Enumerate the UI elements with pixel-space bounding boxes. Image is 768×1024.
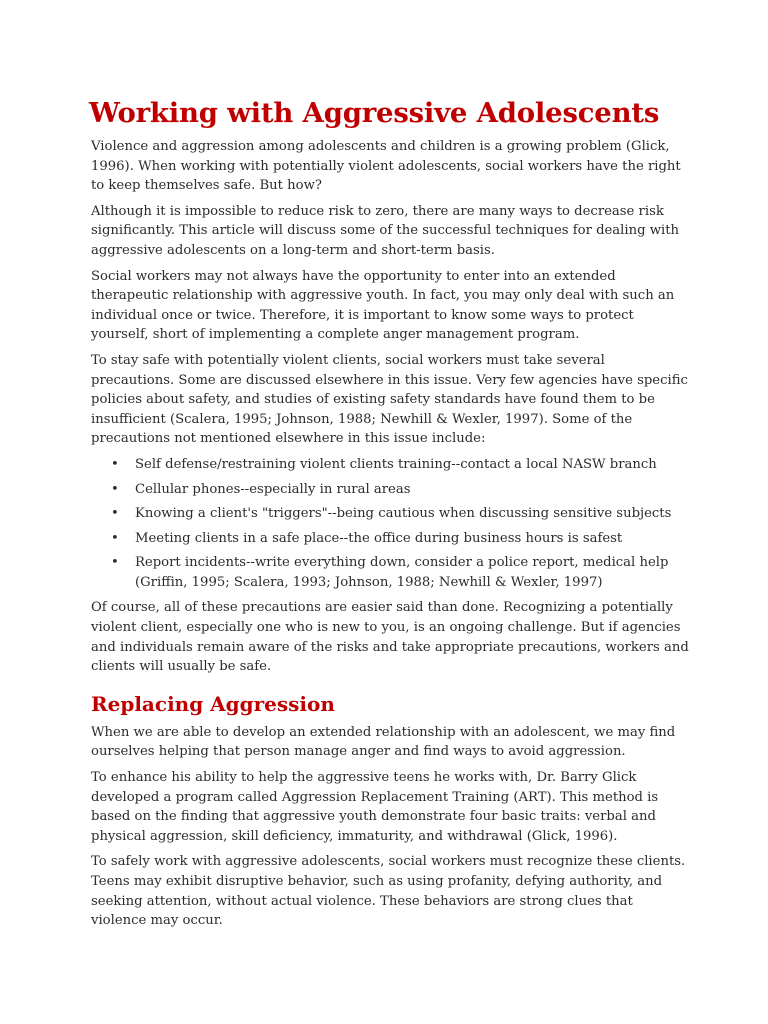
section-paragraph-1: When we are able to develop an extended relationship with an adolescent, we may find ourselves helping that person manage anger and find ways to avoid aggression. (91, 724, 676, 760)
list-item-text: Self defense/restraining violent clients training--contact a local NASW branch (135, 456, 657, 472)
list-item (111, 455, 691, 475)
list-item (111, 553, 691, 592)
precautions-list (91, 455, 691, 593)
intro-paragraph-3: Social workers may not always have the opportunity to enter into an extended therapeutic relationship with aggressive youth. In fact, you may only deal with such an individual once or twice. Therefore, it is important to know some ways to protect yourself, short of implementing a complete anger management program. (91, 268, 675, 343)
closing-paragraph: Of course, all of these precautions are easier said than done. Recognizing a potentially violent client, especially one who is new to you, is an ongoing challenge. But if agencies and individuals remain aware of the risks and take appropriate precautions, workers and clients will usually be safe. (91, 600, 689, 675)
intro-paragraph-1: Violence and aggression among adolescents and children is a growing problem (Glick, 1996). When working with potentially violent adolescents, social workers have the right to keep themselves safe. But how? (91, 139, 681, 194)
bullet-marker: • (111, 506, 119, 522)
section-heading: Replacing Aggression (91, 691, 335, 716)
article-title: Working with Aggressive Adolescents (89, 97, 660, 129)
section-paragraph-2: To enhance his ability to help the aggressive teens he works with, Dr. Barry Glick developed a program called Aggression Replacement Training (ART). This method is based on the finding that aggressive youth demonstrate four basic traits: verbal and physical aggression, skill deficiency, immaturity, and withdrawal (Glick, 1996). (91, 770, 659, 844)
list-item-text: Report incidents--write everything down, consider a police report, medical help (Griffin, 1995; Scalera, 1993; Johnson, 1988; Newhill & Wexler, 1997) (135, 555, 669, 590)
section-paragraph-3: To safely work with aggressive adolescents, social workers must recognize these clients. Teens may exhibit disruptive behavior, such as using profanity, defying authority, and seeking attention, without actual violence. These behaviors are strong clues that violence may occur. (91, 854, 686, 929)
list-item-text: Meeting clients in a safe place--the office during business hours is safest (135, 530, 623, 546)
bullet-marker: • (111, 456, 119, 472)
bullet-marker: • (111, 530, 119, 546)
document-page (91, 96, 691, 937)
bullet-marker: • (111, 555, 119, 571)
list-item (111, 504, 691, 524)
list-item (111, 480, 691, 500)
list-item (111, 529, 691, 549)
list-item-text: Cellular phones--especially in rural areas (135, 481, 411, 497)
intro-paragraph-4: To stay safe with potentially violent clients, social workers must take several precautions. Some are discussed elsewhere in this issue. Very few agencies have specific policies about safety, and studies of existing safety standards have found them to be insufficient (Scalera, 1995; Johnson, 1988; Newhill & Wexler, 1997). Some of the precautions not mentioned elsewhere in this issue include: (91, 352, 688, 447)
intro-paragraph-2: Although it is impossible to reduce risk to zero, there are many ways to decrease risk significantly. This article will discuss some of the successful techniques for dealing with aggressive adolescents on a long-term and short-term basis. (91, 203, 680, 258)
bullet-marker: • (111, 481, 119, 497)
list-item-text: Knowing a client's "triggers"--being cautious when discussing sensitive subjects (135, 506, 672, 522)
